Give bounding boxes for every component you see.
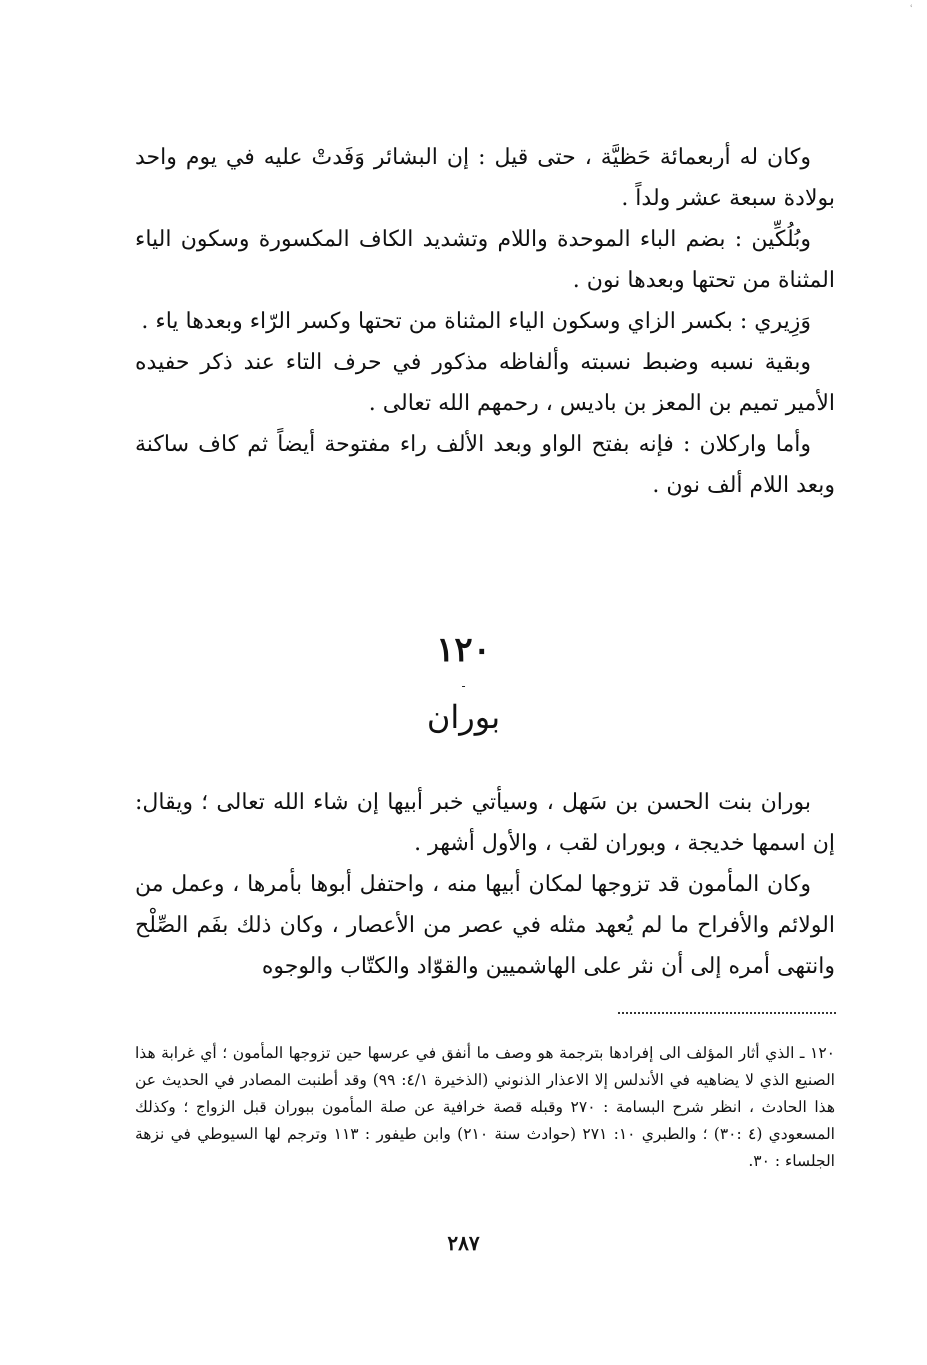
scan-mark: ʿ (910, 4, 914, 15)
paragraph-bulukkin: وبُلُكِّين : بضم الباء الموحدة واللام وتشديد الكاف المكسورة وسكون الياء المثناة من تحتها وبعدها نون . (135, 227, 835, 293)
upper-text-block (135, 137, 835, 506)
entry-separator: - (461, 679, 466, 693)
entry-title: بوران (426, 698, 501, 736)
entry-number: ١٢٠ (436, 630, 491, 670)
paragraph-concubines: وكان له أربعمائة حَظيَّة ، حتى قيل : إن البشائر وَفَدتْ عليه في يوم واحد بولادة سبعة عشر ولداً . (135, 145, 835, 211)
paragraph-ziri: وَزِيري : بكسر الزاي وسكون الياء المثناة من تحتها وكسر الرّاء وبعدها ياء . (141, 309, 811, 334)
footnote-divider (618, 1012, 836, 1014)
lower-text-block (135, 782, 835, 987)
paragraph-warkalan: وأما واركلان : فإنه بفتح الواو وبعد الألف راء مفتوحة أيضاً ثم كاف ساكنة وبعد اللام ألف نون . (135, 432, 835, 498)
paragraph-mamun-marriage: وكان المأمون قد تزوجها لمكان أبيها منه ، واحتفل أبوها بأمرها ، وعمل من الولائم والأفراح ما لم يُعهد مثله في عصر من الأعصار ، وكان ذلك بفَم الصِّلْح وانتهى أمره إلى أن نثر على الهاشميين والقوّاد والكتّاب والوجوه (135, 872, 835, 979)
page-number: ٢٨٧ (447, 1231, 480, 1255)
footnote-block (135, 1040, 835, 1175)
paragraph-buran-intro: بوران بنت الحسن بن سَهل ، وسيأتي خبر أبيها إن شاء الله تعالى ؛ ويقال: إن اسمها خديجة ، وبوران لقب ، والأول أشهر . (135, 790, 835, 856)
paragraph-lineage: وبقية نسبه وضبط نسبته وألفاظه مذكور في حرف التاء عند ذكر حفيده الأمير تميم بن المعز بن باديس ، رحمهم الله تعالى . (135, 350, 835, 416)
footnote-text: ١٢٠ ـ الذي أثار المؤلف الى إفرادها بترجمة هو وصف ما أنفق في عرسها حين تزوجها المأمون ؛ أي غرابة هذا الصنيع الذي لا يضاهيه في الأندلس إلا الاعذار الذنوني (الذخيرة ٤/١: ٩٩) وقد أطنبت المصادر في الحديث عن هذا الحادث ، انظر شرح البسامة : ٢٧٠ وقبله قصة خرافية عن صلة المأمون ببوران قبل الزواج ؛ وكذلك المسعودي (٤ :٣٠) ؛ والطبري ١٠: ٢٧١ (حوادث سنة ٢١٠) وابن طيفور : ١١٣ وترجم لها السيوطي في نزهة الجلساء : ٣٠. (135, 1044, 835, 1170)
